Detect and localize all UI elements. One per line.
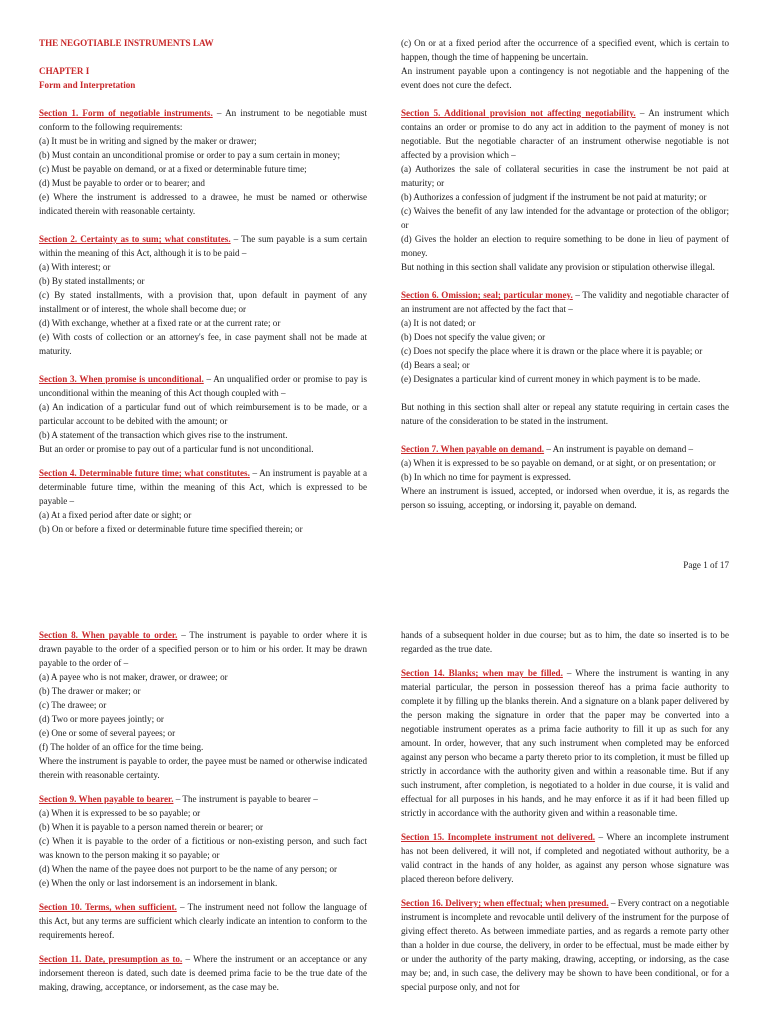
section-6: [401, 288, 729, 316]
list-item: (b) A statement of the transaction which gives rise to the instrument.: [39, 430, 288, 440]
section-8: [39, 628, 367, 670]
section-7: [401, 442, 729, 456]
list-item: (d) When the name of the payee does not purport to be the name of any person; or: [39, 864, 338, 874]
page2-left-column: [39, 628, 367, 994]
section-6-intro: – The validity and negotiable character of an instrument are not affected by the fact that –: [401, 290, 729, 314]
section-10: [39, 900, 367, 942]
section-5-heading: Section 5. Additional provision not affecting negotiability.: [401, 108, 636, 118]
list-item: (b) Authorizes a confession of judgment if the instrument be not paid at maturity; or: [401, 192, 707, 202]
list-item: (d) With exchange, whether at a fixed rate or at the current rate; or: [39, 318, 281, 328]
list-item: (c) Waives the benefit of any law intended for the advantage or protection of the obligor; or: [401, 206, 729, 230]
list-item: (e) When the only or last indorsement is an indorsement in blank.: [39, 878, 278, 888]
list-item: (c) On or at a fixed period after the occurrence of a specified event, which is certain to happen, though the time of happening be uncertain.: [401, 38, 729, 62]
chapter-subtitle: Form and Interpretation: [39, 80, 136, 90]
section-6-heading: Section 6. Omission; seal; particular money.: [401, 290, 573, 300]
section-15-body: – Where an incomplete instrument has not been delivered, it will not, if completed and negotiated without authority, be a valid contract in the hands of any holder, as against any person whose signature was placed thereon before delivery.: [401, 832, 729, 884]
section-15: [401, 830, 729, 886]
list-item: (b) Does not specify the value given; or: [401, 332, 546, 342]
section-3: [39, 372, 367, 400]
list-item: (e) Where the instrument is addressed to a drawee, he must be named or otherwise indicated therein with reasonable certainty.: [39, 192, 367, 216]
list-item: (a) It must be in writing and signed by the maker or drawer;: [39, 136, 257, 146]
list-item: (e) Designates a particular kind of current money in which payment is to be made.: [401, 374, 701, 384]
list-item: (a) It is not dated; or: [401, 318, 476, 328]
section-4: [39, 466, 367, 508]
list-item: (c) By stated installments, with a provision that, upon default in payment of any installment or of interest, the whole shall become due; or: [39, 290, 367, 314]
paragraph: Where the instrument is payable to order, the payee must be named or otherwise indicated therein with reasonable certainty.: [39, 756, 367, 780]
section-9: [39, 792, 367, 806]
list-item: (c) The drawee; or: [39, 700, 107, 710]
section-9-heading: Section 9. When payable to bearer.: [39, 794, 174, 804]
list-item: (b) Must contain an unconditional promise or order to pay a sum certain in money;: [39, 150, 341, 160]
section-7-heading: Section 7. When payable on demand.: [401, 444, 545, 454]
section-14-heading: Section 14. Blanks; when may be filled.: [401, 668, 563, 678]
list-item: (a) An indication of a particular fund out of which reimbursement is to be made, or a particular account to be debited with the amount; or: [39, 402, 367, 426]
section-11-body: – Where the instrument or an acceptance or any indorsement thereon is dated, such date is deemed prima facie to be the true date of the making, drawing, acceptance, or indorsement, as the case may be.: [39, 954, 367, 992]
section-9-intro: – The instrument is payable to bearer –: [173, 794, 318, 804]
list-item: (a) When it is expressed to be so payable on demand, or at sight, or on presentation; or: [401, 458, 716, 468]
chapter-heading: CHAPTER I: [39, 66, 90, 76]
list-item: (d) Two or more payees jointly; or: [39, 714, 164, 724]
section-14-body: – Where the instrument is wanting in any material particular, the person in possession thereof has a prima facie authority to complete it by filling up the blanks therein. And a signature on a blank paper delivered by the person making the signature in order that the paper may be converted into a negotiable instrument operates as a prima facie authority to fill it up as such for any amount. In order, however, that any such instrument when completed may be enforced against any person who became a party thereto prior to its completion, it must be filled up strictly in accordance with the authority given and within a reasonable time. But if any such instrument, after completion, is negotiated to a holder in due course, it is valid and effectual for all purposes in his hands, and he may enforce it as if it had been filled up strictly in accordance with the authority given and within a reasonable time.: [401, 668, 730, 818]
list-item: (d) Must be payable to order or to bearer; and: [39, 178, 205, 188]
paragraph: But nothing in this section shall alter or repeal any statute requiring in certain cases the nature of the consideration to be stated in the instrument.: [401, 402, 729, 426]
list-item: (a) Authorizes the sale of collateral securities in case the instrument be not paid at maturity; or: [401, 164, 729, 188]
document-title: THE NEGOTIABLE INSTRUMENTS LAW: [39, 38, 214, 48]
section-7-intro: – An instrument is payable on demand –: [544, 444, 694, 454]
section-1-intro: – An instrument to be negotiable must conform to the following requirements:: [39, 108, 367, 132]
section-10-heading: Section 10. Terms, when sufficient.: [39, 902, 177, 912]
page1-right-column: [401, 36, 729, 512]
section-2: [39, 232, 367, 260]
page1-left-column: [39, 36, 367, 536]
section-4-intro: – An instrument is payable at a determinable future time, within the meaning of this Act, which is expressed to be payable –: [39, 468, 367, 506]
list-item: (b) In which no time for payment is expressed.: [401, 472, 571, 482]
list-item: (a) A payee who is not maker, drawer, or drawee; or: [39, 672, 228, 682]
section-16-heading: Section 16. Delivery; when effectual; when presumed.: [401, 898, 609, 908]
paragraph: hands of a subsequent holder in due course; but as to him, the date so inserted is to be regarded as the true date.: [401, 630, 729, 654]
section-11-heading: Section 11. Date, presumption as to.: [39, 954, 183, 964]
section-1: [39, 106, 367, 134]
page-number: Page 1 of 17: [683, 560, 729, 570]
list-item: (a) When it is expressed to be so payable; or: [39, 808, 201, 818]
paragraph: Where an instrument is issued, accepted, or indorsed when overdue, it is, as regards the person so issuing, accepting, or indorsing it, payable on demand.: [401, 486, 729, 510]
section-16-body: – Every contract on a negotiable instrument is incomplete and revocable until delivery of the instrument for the purpose of giving effect thereto. As between immediate parties, and as regards a remote party other than a holder in due course, the delivery, in order to be effectual, must be made either by or under the authority of the party making, drawing, accepting, or indorsing, as the case may be; and, in such case, the delivery may be shown to have been conditional, or for a special purpose only, and not for: [401, 898, 729, 992]
page2-right-column: [401, 628, 729, 994]
document-page-2: [0, 620, 768, 1024]
section-16: [401, 896, 729, 994]
list-item: But an order or promise to pay out of a particular fund is not unconditional.: [39, 444, 314, 454]
list-item: (b) The drawer or maker; or: [39, 686, 141, 696]
list-item: (a) With interest; or: [39, 262, 111, 272]
section-10-body: – The instrument need not follow the language of this Act, but any terms are sufficient which clearly indicate an intention to conform to the requirements hereof.: [39, 902, 367, 940]
list-item: (a) At a fixed period after date or sight; or: [39, 510, 192, 520]
section-1-heading: Section 1. Form of negotiable instruments.: [39, 108, 213, 118]
list-item: (e) One or some of several payees; or: [39, 728, 176, 738]
section-3-intro: – An unqualified order or promise to pay is unconditional within the meaning of this Act though coupled with –: [39, 374, 367, 398]
list-item: (b) By stated installments; or: [39, 276, 145, 286]
list-item: (d) Bears a seal; or: [401, 360, 470, 370]
list-item: (e) With costs of collection or an attorney's fee, in case payment shall not be made at maturity.: [39, 332, 367, 356]
section-11: [39, 952, 367, 994]
list-item: (b) When it is payable to a person named therein or bearer; or: [39, 822, 264, 832]
paragraph: An instrument payable upon a contingency is not negotiable and the happening of the event does not cure the defect.: [401, 66, 729, 90]
section-5-intro: – An instrument which contains an order or promise to do any act in addition to the payment of money is not negotiable. But the negotiable character of an instrument otherwise negotiable is not affected by a provision which –: [401, 108, 730, 160]
section-15-heading: Section 15. Incomplete instrument not delivered.: [401, 832, 596, 842]
section-2-intro: – The sum payable is a sum certain within the meaning of this Act, although it is to be paid –: [39, 234, 367, 258]
section-8-heading: Section 8. When payable to order.: [39, 630, 178, 640]
list-item: (f) The holder of an office for the time being.: [39, 742, 204, 752]
section-3-heading: Section 3. When promise is unconditional.: [39, 374, 204, 384]
list-item: (c) Does not specify the place where it is drawn or the place where it is payable; or: [401, 346, 703, 356]
page-break: [0, 590, 768, 620]
list-item: (b) On or before a fixed or determinable future time specified therein; or: [39, 524, 303, 534]
section-4-heading: Section 4. Determinable future time; what constitutes.: [39, 468, 250, 478]
section-5: [401, 106, 729, 162]
paragraph: But nothing in this section shall validate any provision or stipulation otherwise illegal.: [401, 262, 715, 272]
list-item: (d) Gives the holder an election to require something to be done in lieu of payment of money.: [401, 234, 729, 258]
list-item: (c) When it is payable to the order of a fictitious or non-existing person, and such fact was known to the person making it so payable; or: [39, 836, 367, 860]
section-2-heading: Section 2. Certainty as to sum; what constitutes.: [39, 234, 231, 244]
list-item: (c) Must be payable on demand, or at a fixed or determinable future time;: [39, 164, 307, 174]
section-14: [401, 666, 729, 820]
section-8-intro: – The instrument is payable to order where it is drawn payable to the order of a specified person or to him or his order. It may be drawn payable to the order of –: [39, 630, 367, 668]
